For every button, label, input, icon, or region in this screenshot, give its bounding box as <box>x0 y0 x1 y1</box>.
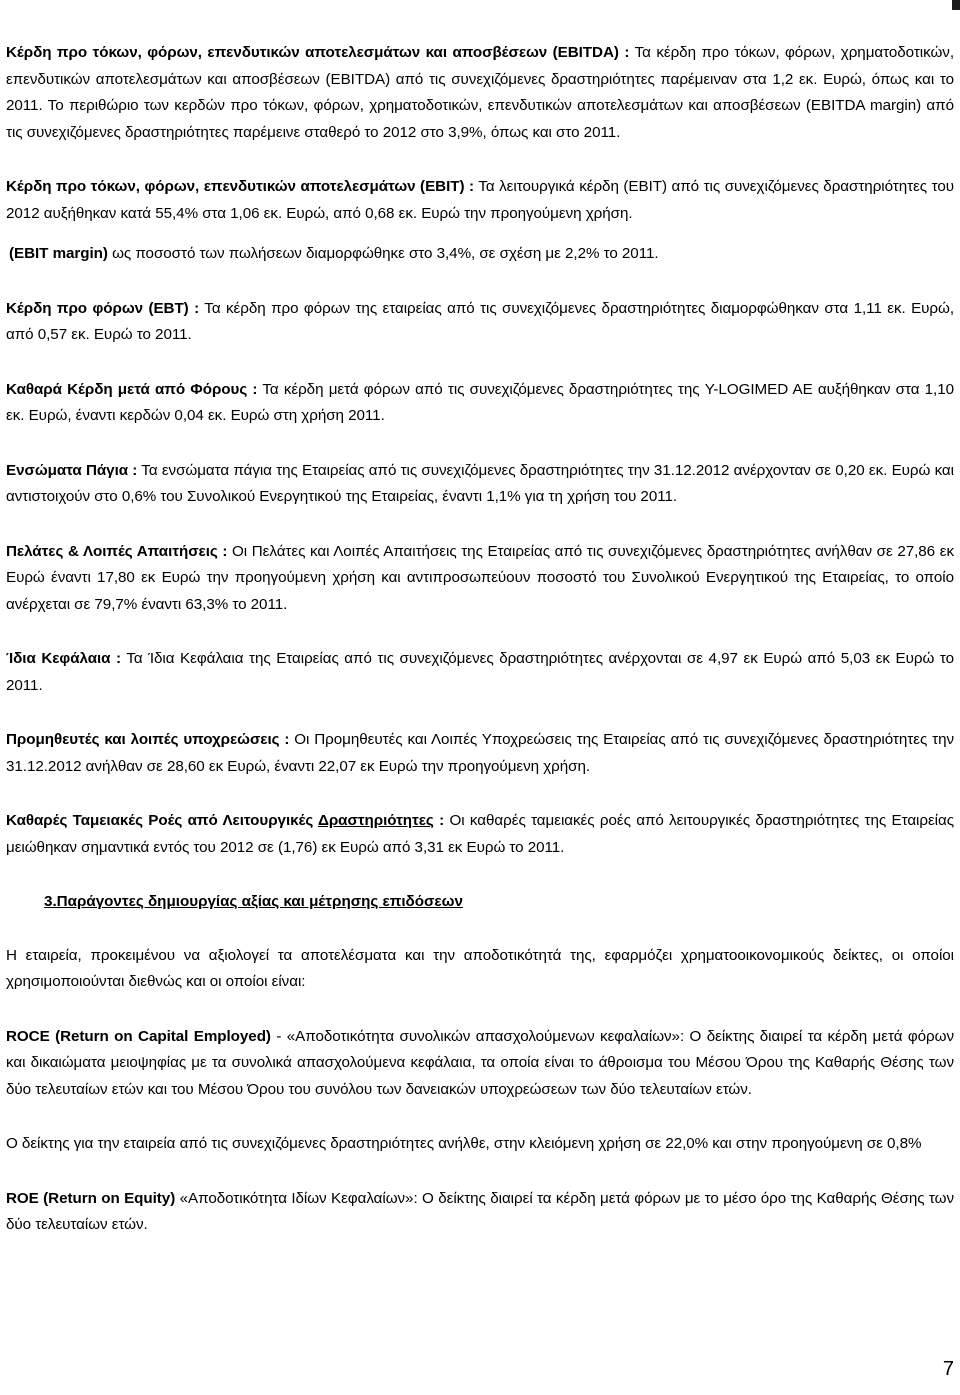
paragraph-roce-value: Ο δείκτης για την εταιρεία από τις συνεχιζόμενες δραστηριότητες ανήλθε, στην κλειόμενη χρήση σε 22,0% και στην προηγούμενη σε 0,8% <box>6 1135 922 1152</box>
paragraph-ebit <box>6 174 954 227</box>
paragraph-label-underlined: Δραστηριότητες <box>317 812 434 829</box>
paragraph-equity <box>6 646 954 699</box>
paragraph-label: Κέρδη προ τόκων, φόρων, επενδυτικών αποτελεσμάτων (EBIT) : <box>6 178 475 195</box>
paragraph-text: «Αποδοτικότητα Ιδίων Κεφαλαίων»: Ο δείκτης διαιρεί τα κέρδη μετά φόρων με το μέσο όρο της Καθαρής Θέσης των δύο τελευταίων ετών. <box>6 1189 954 1233</box>
paragraph-ebitda <box>6 40 954 146</box>
paragraph-cash-flows <box>6 808 954 861</box>
paragraph-label: Κέρδη προ φόρων (EBT) : <box>6 299 200 317</box>
page-number: 7 <box>942 1358 954 1380</box>
paragraph-label-part: Καθαρές Ταμειακές Ροές από Λειτουργικές <box>6 812 318 829</box>
paragraph-roce <box>6 1024 954 1104</box>
paragraph-label-colon: : <box>433 812 445 829</box>
paragraph-text: Τα κέρδη προ φόρων της εταιρείας από τις συνεχιζόμενες δραστηριότητες διαμορφώθηκαν στα 1,11 εκ. Ευρώ, από 0,57 εκ. Ευρώ το 2011. <box>6 299 954 343</box>
paragraph-ebit-margin <box>6 241 954 268</box>
paragraph-label: Ίδια Κεφάλαια : <box>6 650 122 667</box>
paragraph-text: Οι Προμηθευτές και Λοιπές Υποχρεώσεις της Εταιρείας από τις συνεχιζόμενες δραστηριότητες την 31.12.2012 ανήλθαν σε 28,60 εκ Ευρώ, έναντι 22,07 εκ Ευρώ την προηγούμενη χρήση. <box>6 731 955 775</box>
paragraph-label: ROE (Return on Equity) <box>6 1189 176 1207</box>
paragraph-payables <box>6 727 954 780</box>
paragraph-label: Καθαρά Κέρδη μετά από Φόρους : <box>6 380 258 398</box>
paragraph-label: Κέρδη προ τόκων, φόρων, επενδυτικών αποτελεσμάτων και αποσβέσεων (EBITDA) : <box>6 44 630 61</box>
paragraph-text: Οι καθαρές ταμειακές ροές από λειτουργικές δραστηριότητες της Εταιρείας μειώθηκαν σημαντικά εντός του 2012 σε (1,76) εκ Ευρώ από 3,31 εκ Ευρώ το 2011. <box>6 812 955 856</box>
paragraph-text: Οι Πελάτες και Λοιπές Απαιτήσεις της Εταιρείας από τις συνεχιζόμενες δραστηριότητες ανήλθαν σε 27,86 εκ Ευρώ έναντι 17,80 εκ Ευρώ την προηγούμενη χρήση και αντιπροσωπεύουν ποσοστό του Συνολικού Ενεργητικού της Εταιρείας, το οποίο ανέρχεται σε 79,7% έναντι 63,3% το 2011. <box>6 542 954 613</box>
paragraph-label: ROCE (Return on Capital Employed) <box>6 1027 271 1045</box>
paragraph-ebt <box>6 296 954 349</box>
section-heading: 3.Παράγοντες δημιουργίας αξίας και μέτρησης επιδόσεων <box>44 893 463 910</box>
paragraph-roe <box>6 1186 954 1239</box>
paragraph-label: Πελάτες & Λοιπές Απαιτήσεις : <box>6 542 228 560</box>
paragraph-receivables <box>6 539 954 619</box>
paragraph-fixed-assets <box>6 458 954 511</box>
paragraph-text: Τα Ίδια Κεφάλαια της Εταιρείας από τις συνεχιζόμενες δραστηριότητες ανέρχονται σε 4,97 εκ Ευρώ από 5,03 εκ Ευρώ το 2011. <box>6 650 954 694</box>
paragraph-text: ως ποσοστό των πωλήσεων διαμορφώθηκε στο 3,4%, σε σχέση με 2,2% το 2011. <box>112 245 659 262</box>
page-corner-mark <box>952 0 960 10</box>
paragraph-text: Τα ενσώματα πάγια της Εταιρείας από τις συνεχιζόμενες δραστηριότητες την 31.12.2012 ανέρχονταν σε 0,20 εκ. Ευρώ και αντιστοιχούν στο 0,6% του Συνολικού Ενεργητικού της Εταιρείας, έναντι 1,1% για τη χρήση του 2011. <box>6 461 954 505</box>
paragraph-intro: Η εταιρεία, προκειμένου να αξιολογεί τα αποτελέσματα και την αποδοτικότητά της, εφαρμόζει χρηματοοικονομικούς δείκτες, οι οποίοι χρησιμοποιούνται διεθνώς και οι οποίοι είναι: <box>6 946 954 990</box>
paragraph-text: - «Αποδοτικότητα συνολικών απασχολούμενων κεφαλαίων»: Ο δείκτης διαιρεί τα κέρδη μετά φόρων και δικαιώματα μειοψηφίας με τα συνολικά απασχολούμενα κεφάλαια, τα οποία είναι το άθροισμα του Μέσου Όρου της Καθαρής Θέσης των δύο τελευταίων ετών και του Μέσου Όρου του συνόλου των δανειακών υποχρεώσεων των δύο τελευταίων ετών. <box>6 1027 954 1098</box>
document-page <box>6 40 954 1267</box>
paragraph-text: Τα κέρδη μετά φόρων από τις συνεχιζόμενες δραστηριότητες της Y-LOGIMED AE αυξήθηκαν στα 1,10 εκ. Ευρώ, έναντι κερδών 0,04 εκ. Ευρώ στη χρήση 2011. <box>6 380 954 424</box>
paragraph-text: Τα κέρδη προ τόκων, φόρων, χρηματοδοτικών, επενδυτικών αποτελεσμάτων και αποσβέσεων (EBITDA) από τις συνεχιζόμενες δραστηριότητες παρέμειναν στα 1,2 εκ. Ευρώ, όπως και το 2011. Το περιθώριο των κερδών προ τόκων, φόρων, χρηματοδοτικών, επενδυτικών αποτελεσμάτων και αποσβέσεων (EBITDA margin) από τις συνεχιζόμενες δραστηριότητες παρέμεινε σταθερό το 2012 στο 3,9%, όπως και στο 2011. <box>6 44 954 141</box>
paragraph-label: Ενσώματα Πάγια : <box>6 461 138 479</box>
paragraph-label: (EBIT margin) <box>9 245 108 262</box>
paragraph-text: Τα λειτουργικά κέρδη (EBIT) από τις συνεχιζόμενες δραστηριότητες του 2012 αυξήθηκαν κατά 55,4% στα 1,06 εκ. Ευρώ, από 0,68 εκ. Ευρώ την προηγούμενη χρήση. <box>6 178 955 222</box>
paragraph-label: Προμηθευτές και λοιπές υποχρεώσεις : <box>6 731 290 748</box>
paragraph-net-profit <box>6 377 954 430</box>
